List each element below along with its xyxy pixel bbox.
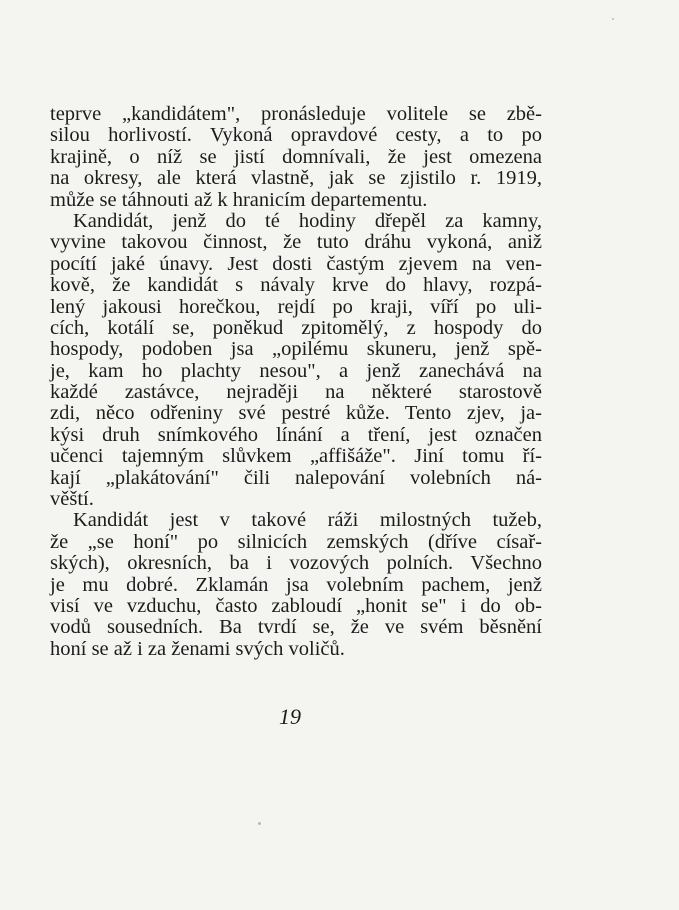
- text-line: kýsi druh snímkového línání a tření, jest označen: [50, 423, 542, 446]
- paper-speck: [612, 18, 614, 20]
- text-line: že „se honí" po silnicích zemských (dříve císař-: [50, 530, 542, 553]
- paper-speck: [258, 822, 261, 825]
- text-line: cích, kotálí se, poněkud zpitomělý, z hospody do: [50, 316, 542, 339]
- text-line: věští.: [50, 488, 94, 511]
- text-line: ských), okresních, ba i vozových polních. Všechno: [50, 552, 542, 575]
- text-line: kají „plakátování" čili nalepování volebních ná-: [50, 466, 542, 489]
- text-line: kově, že kandidát s návaly krve do hlavy, rozpá-: [50, 274, 542, 297]
- text-line: teprve „kandidátem", pronásleduje volitele se zbě-: [50, 103, 542, 125]
- text-line: může se táhnouti až k hranicím departementu.: [50, 188, 428, 211]
- text-line: každé zastávce, nejraději na některé starostově: [50, 381, 542, 404]
- text-line: zdi, něco odřeniny své pestré kůže. Tento zjev, ja-: [50, 402, 542, 425]
- text-line: je mu dobré. Zklamán jsa volebním pachem, jenž: [50, 573, 542, 596]
- text-line: učenci tajemným slůvkem „affišáže". Jiní tomu ří-: [50, 445, 542, 468]
- body-text: [50, 104, 542, 660]
- text-line: vodů sousedních. Ba tvrdí se, že ve svém běsnění: [50, 616, 542, 639]
- text-line: honí se až i za ženami svých voličů.: [50, 637, 345, 660]
- text-line: je, kam ho plachty nesou", a jenž zanechává na: [50, 359, 542, 382]
- text-line: silou horlivostí. Vykoná opravdové cesty, a to po: [50, 124, 542, 147]
- text-line: na okresy, ale která vlastně, jak se zjistilo r. 1919,: [50, 167, 542, 190]
- text-line: Kandidát, jenž do té hodiny dřepěl za kamny,: [73, 209, 542, 232]
- text-line: lený jakousi horečkou, rejdí po kraji, víří po uli-: [50, 295, 542, 318]
- text-line: vyvine takovou činnost, že tuto dráhu vykoná, aniž: [50, 231, 542, 254]
- text-line: krajině, o níž se jistí domnívali, že jest omezena: [50, 145, 542, 168]
- text-line: hospody, podoben jsa „opilému skuneru, jenž spě-: [50, 338, 542, 361]
- page-number: 19: [279, 704, 301, 729]
- text-line: Kandidát jest v takové ráži milostných tužeb,: [73, 509, 542, 532]
- text-line: pocítí jaké únavy. Jest dosti častým zjevem na ven-: [50, 252, 542, 275]
- text-line: visí ve vzduchu, často zabloudí „honit se" i do ob-: [50, 594, 542, 617]
